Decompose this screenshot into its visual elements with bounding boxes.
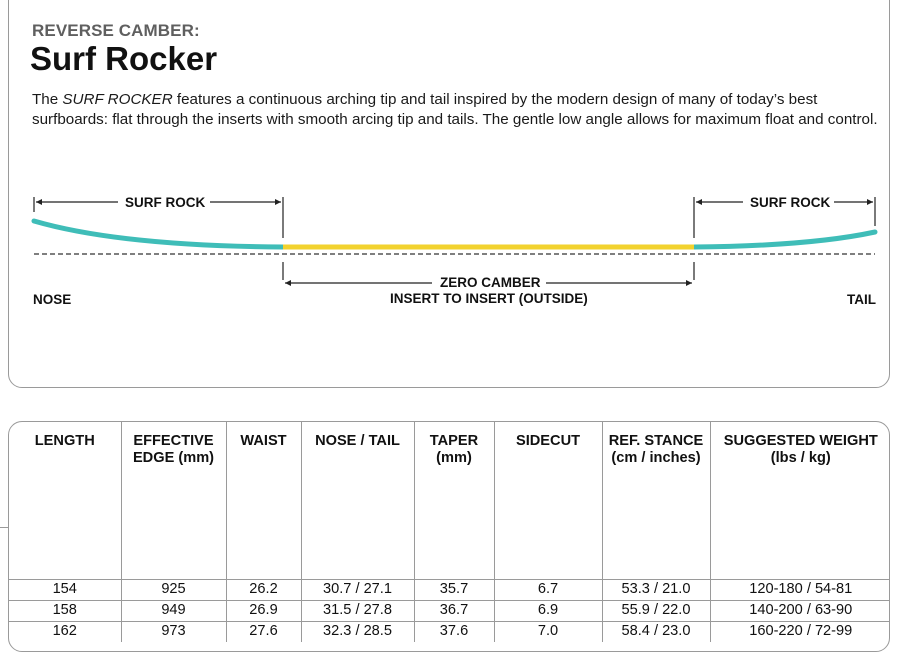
column-header: REF. STANCE (cm / inches) xyxy=(602,422,710,579)
column-header: LENGTH xyxy=(9,422,121,579)
category-label: REVERSE CAMBER: xyxy=(32,21,200,40)
table-cell: 949 xyxy=(121,600,226,621)
table-cell: 32.3 / 28.5 xyxy=(301,621,414,642)
table-cell: 154 xyxy=(9,579,121,600)
left-zone-arrow-right xyxy=(275,199,281,205)
center-label-line1: ZERO CAMBER xyxy=(440,275,541,290)
table-cell: 31.5 / 27.8 xyxy=(301,600,414,621)
table-cell: 37.6 xyxy=(414,621,494,642)
table-cell: 162 xyxy=(52,623,77,639)
table-row xyxy=(9,600,890,621)
table-cell: 160-220 / 72-99 xyxy=(710,621,890,642)
center-label-line2: INSERT TO INSERT (OUTSIDE) xyxy=(390,291,588,306)
table-cell: 973 xyxy=(121,621,226,642)
description-emphasis: SURF ROCKER xyxy=(62,91,173,108)
center-arrow-left xyxy=(285,280,291,286)
table-cell: 6.7 xyxy=(494,579,602,600)
right-zone-arrow-right xyxy=(867,199,873,205)
table-row xyxy=(9,579,890,600)
column-header: EFFECTIVE EDGE (mm) xyxy=(121,422,226,579)
table-cell: 53.3 / 21.0 xyxy=(602,579,710,600)
divider xyxy=(0,527,8,528)
left-zone-label: SURF ROCK xyxy=(125,195,206,210)
table-cell: 26.9 xyxy=(226,600,301,621)
table-cell: 30.7 / 27.1 xyxy=(301,579,414,600)
specs-table-container xyxy=(8,421,890,652)
column-header: WAIST xyxy=(226,422,301,579)
left-zone-arrow-left xyxy=(36,199,42,205)
nose-rocker-curve xyxy=(34,221,283,247)
specs-table xyxy=(9,422,890,642)
table-cell: 158 xyxy=(9,600,121,621)
page-title: Surf Rocker xyxy=(30,40,218,77)
nose-label: NOSE xyxy=(33,292,72,307)
table-cell: 120-180 / 54-81 xyxy=(710,579,890,600)
table-cell: 7.0 xyxy=(494,621,602,642)
table-cell: 26.2 xyxy=(226,579,301,600)
table-cell: 36.7 xyxy=(414,600,494,621)
right-zone-label: SURF ROCK xyxy=(750,195,831,210)
column-header: NOSE / TAIL xyxy=(301,422,414,579)
table-cell: 58.4 / 23.0 xyxy=(602,621,710,642)
table-row xyxy=(9,621,890,642)
right-zone-arrow-left xyxy=(696,199,702,205)
table-cell: 27.6 xyxy=(226,621,301,642)
column-header: SIDECUT xyxy=(494,422,602,579)
description-intro: The xyxy=(32,91,63,108)
table-cell: 140-200 / 63-90 xyxy=(710,600,890,621)
tail-rocker-curve xyxy=(694,232,875,247)
table-cell: 6.9 xyxy=(494,600,602,621)
tail-label: TAIL xyxy=(847,292,876,307)
column-header: SUGGESTED WEIGHT (lbs / kg) xyxy=(710,422,890,579)
table-header-row xyxy=(9,422,890,579)
table-cell: 55.9 / 22.0 xyxy=(602,600,710,621)
table-cell: 925 xyxy=(121,579,226,600)
center-arrow-right xyxy=(686,280,692,286)
table-cell: 35.7 xyxy=(414,579,494,600)
column-header: TAPER (mm) xyxy=(414,422,494,579)
description-rest: features a continuous arching tip and tail inspired by the modern design of many of today’s best surfboards: flat through the inserts with smooth arcing tip and tails. The gentle low angle allows for maximum float and control. xyxy=(32,91,878,128)
